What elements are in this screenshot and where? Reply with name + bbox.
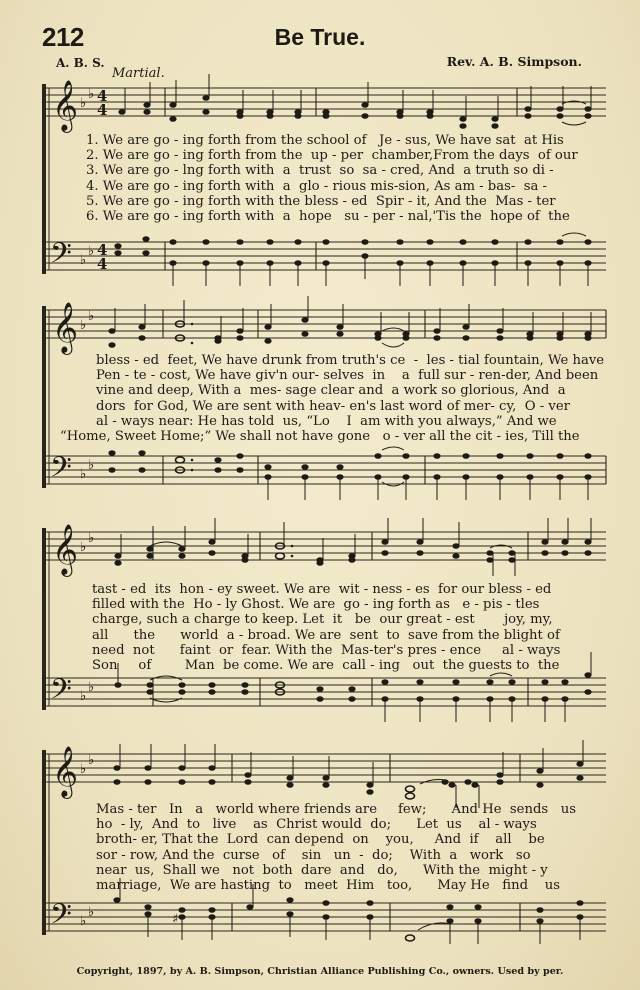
verse-line: “Home, Sweet Home;” We shall not have gone o - ver all the cit - ies, Till the [60, 429, 580, 444]
svg-text:4: 4 [97, 255, 108, 273]
verse-line: Son of Man be come. We are call - ing out the guests to the [92, 658, 560, 673]
verse-line: Pen - te - cost, We have giv'n our- selves in a full sur - ren-der, And been [96, 368, 599, 384]
verse-line: need not faint or fear. With the Mas-ter's pres - ence al - ways [92, 642, 561, 658]
verse-line: 2. We are go - ing forth from the up - per chamber,From the days of our [86, 148, 578, 164]
verse-line: 3. We are go - lng forth with a trust so sa - cred, And a truth so di - [86, 163, 554, 179]
svg-text:♭: ♭ [88, 531, 95, 546]
hymn-title: Be True. [274, 24, 366, 50]
svg-text:𝄞: 𝄞 [52, 746, 79, 797]
svg-text:♭: ♭ [88, 680, 95, 695]
verse-line: all the world a - broad. We are sent to save from the blight of [92, 627, 560, 643]
svg-text:♭: ♭ [80, 96, 87, 111]
svg-text:♯: ♯ [172, 912, 179, 927]
svg-text:♭: ♭ [88, 309, 95, 324]
svg-text:𝄢: 𝄢 [50, 673, 72, 713]
lyricist-credit: Rev. A. B. Simpson. [446, 54, 582, 69]
verse-line: vine and deep, With a mes- sage clear and a work so glorious, And a [96, 383, 566, 399]
svg-text:♭: ♭ [80, 318, 87, 333]
verse-line: bless - ed feet, We have drunk from truth's ce - les - tial fountain, We have [96, 353, 605, 368]
verse-line: sor - row, And the curse of sin un - do; With a work so [96, 847, 531, 863]
verse-line: al - ways near: He has told us, “Lo I am with you always,” And we [96, 413, 557, 429]
hymn-number: 212 [42, 22, 84, 52]
verse-line: 5. We are go - ing forth with the bless - ed Spir - it, And the Mas - ter [86, 193, 556, 209]
verse-line: 1. We are go - ing forth from the school of Je - sus, We have sat at His [86, 133, 564, 148]
svg-text:♭: ♭ [80, 467, 87, 482]
svg-text:𝄞: 𝄞 [52, 302, 79, 353]
verse-line: Mas - ter In a world where friends are few; And He sends us [96, 802, 576, 817]
svg-text:♭: ♭ [80, 914, 87, 929]
verse-line: near us, Shall we not both dare and do, With the might - y [96, 862, 548, 878]
svg-text:♭: ♭ [88, 905, 95, 920]
svg-text:𝄢: 𝄢 [50, 451, 72, 491]
svg-text:♭: ♭ [88, 244, 95, 259]
svg-text:4: 4 [97, 101, 108, 119]
svg-text:♭: ♭ [88, 87, 95, 102]
svg-text:♭: ♭ [80, 253, 87, 268]
svg-text:4: 4 [97, 87, 108, 105]
verse-line: 6. We are go - ing forth with a hope su - per - nal,'Tis the hope of the [86, 209, 570, 224]
svg-text:4: 4 [97, 241, 108, 259]
verse-line: charge, such a charge to keep. Let it be our great - est joy, my, [92, 612, 553, 628]
svg-text:♭: ♭ [88, 458, 95, 473]
verse-line: broth- er, That the Lord can depend on you, And if all be [96, 832, 545, 848]
tempo-marking: Martial. [112, 66, 165, 81]
verse-line: 4. We are go - ing forth with a glo - rious mis-sion, As am - bas- sa - [86, 178, 547, 194]
svg-text:𝄞: 𝄞 [52, 80, 79, 131]
verse-line: ho - ly, And to live as Christ would do; Let us al - ways [96, 817, 537, 833]
copyright-notice: Copyright, 1897, by A. B. Simpson, Christian Alliance Publishing Co., owners. Used by per. [76, 966, 564, 977]
verse-line: tast - ed its hon - ey sweet. We are wit - ness - es for our bless - ed [92, 582, 552, 597]
svg-text:♭: ♭ [80, 689, 87, 704]
svg-text:♭: ♭ [88, 753, 95, 768]
verse-line: dors for God, We are sent with heav- en's last word of mer- cy, O - ver [96, 398, 570, 414]
svg-text:𝄞: 𝄞 [52, 524, 79, 575]
svg-text:𝄢: 𝄢 [50, 237, 72, 277]
composer-initials: A. B. S. [56, 56, 105, 70]
svg-text:𝄢: 𝄢 [50, 898, 72, 938]
svg-text:♭: ♭ [80, 540, 87, 555]
svg-text:♭: ♭ [80, 762, 87, 777]
verse-line: marriage, We are hasting to meet Him too, May He find us [96, 878, 561, 893]
verse-line: filled with the Ho - ly Ghost. We are go - ing forth as e - pis - tles [92, 597, 540, 613]
